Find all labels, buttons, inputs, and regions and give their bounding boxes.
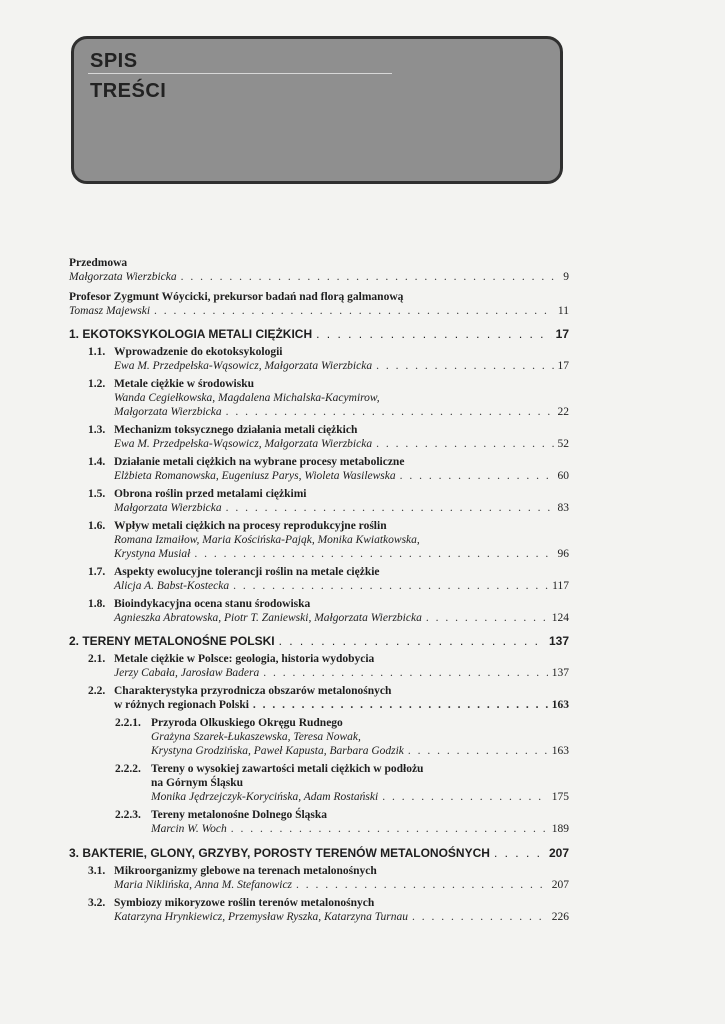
toc-entry xyxy=(69,455,569,483)
entry-details xyxy=(88,359,569,373)
entry-author-line xyxy=(114,579,569,593)
entry-title xyxy=(88,423,569,437)
entry-title xyxy=(88,896,569,910)
leader-dots xyxy=(154,304,554,318)
entry-details xyxy=(88,501,569,515)
entry-number: 2.2.3. xyxy=(115,809,141,821)
leader-dots xyxy=(233,579,548,593)
entry-title xyxy=(88,487,569,501)
entry-author-text: Alicja A. Babst-Kostecka xyxy=(114,580,230,592)
entry-title xyxy=(115,808,569,822)
entry-author: Romana Izmaiłow, Maria Kościńska-Pająk, Monika Kwiatkowska, xyxy=(114,534,420,546)
entry-title xyxy=(88,565,569,579)
page-number: 22 xyxy=(557,406,569,418)
entry-author-line xyxy=(151,744,569,758)
page-number: 124 xyxy=(551,612,569,624)
chapter-page: 207 xyxy=(548,846,569,860)
toc-entry xyxy=(69,377,569,419)
page-number: 117 xyxy=(552,580,569,592)
leader-dots xyxy=(231,822,548,836)
entry-author-line xyxy=(114,405,569,419)
entry-author-line xyxy=(114,469,569,483)
entry-title xyxy=(88,597,569,611)
leader-dots xyxy=(376,437,553,451)
page-number: 60 xyxy=(557,470,569,482)
leader-dots xyxy=(408,744,548,758)
entry-title-text: Obrona roślin przed metalami ciężkimi xyxy=(114,488,307,500)
banner-divider xyxy=(88,73,392,74)
front-author-text: Tomasz Majewski xyxy=(69,305,151,317)
entry-author-line xyxy=(114,666,569,680)
entry-title-text: Mechanizm toksycznego działania metali ciężkich xyxy=(114,424,358,436)
entry-title-text: Tereny o wysokiej zawartości metali ciężkich w podłożu xyxy=(151,763,424,775)
entry-author-text: Krystyna Grodzińska, Paweł Kapusta, Barbara Godzik xyxy=(151,745,404,757)
entry-title xyxy=(88,684,569,698)
entry-author-text: Katarzyna Hrynkiewicz, Przemysław Ryszka, Katarzyna Turnau xyxy=(114,911,408,923)
entry-author-text: Jerzy Cabała, Jarosław Badera xyxy=(114,667,260,679)
entry-author-line xyxy=(114,501,569,515)
leader-dots xyxy=(181,270,560,284)
toc-entry xyxy=(69,423,569,451)
entry-title xyxy=(88,519,569,533)
toc-entry xyxy=(69,652,569,680)
toc-entry xyxy=(69,808,569,836)
entry-title xyxy=(88,377,569,391)
page-number: 175 xyxy=(551,791,569,803)
front-author-line xyxy=(69,304,569,318)
front-title: Profesor Zygmunt Wóycicki, prekursor badań nad florą galmanową xyxy=(69,291,404,303)
page-number: 163 xyxy=(551,745,569,757)
table-of-contents xyxy=(69,256,569,924)
toc-entry xyxy=(69,565,569,593)
entry-author-line xyxy=(114,611,569,625)
entry-number: 1.5. xyxy=(88,488,106,500)
page-number: 83 xyxy=(557,502,569,514)
toc-banner xyxy=(71,36,563,184)
entry-title xyxy=(115,716,569,730)
leader-dots xyxy=(412,910,548,924)
entry-number: 2.2.2. xyxy=(115,763,141,775)
page-number: 9 xyxy=(563,271,569,283)
entry-details xyxy=(115,822,569,836)
entry-author-text: Agnieszka Abratowska, Piotr T. Zaniewski, Małgorzata Wierzbicka xyxy=(114,612,422,624)
banner-title-line1: SPIS xyxy=(90,50,138,72)
leader-dots xyxy=(382,790,548,804)
entry-title xyxy=(88,345,569,359)
entry-number: 3.1. xyxy=(88,865,106,877)
toc-entry xyxy=(69,896,569,924)
entry-author-text: Krystyna Musiał xyxy=(114,548,191,560)
chapter-heading xyxy=(69,633,569,649)
entry-title-text: Przyroda Olkuskiego Okręgu Rudnego xyxy=(151,717,343,729)
entry-author-line xyxy=(151,790,569,804)
leader-dots xyxy=(194,547,553,561)
chapter-title: 2. TERENY METALONOŚNE POLSKI xyxy=(69,634,275,648)
front-entry xyxy=(69,256,569,284)
toc-entry xyxy=(69,762,569,804)
entry-number: 1.6. xyxy=(88,520,106,532)
leader-dots xyxy=(279,633,545,649)
toc-entry xyxy=(69,487,569,515)
entry-title-text: Tereny metalonośne Dolnego Śląska xyxy=(151,809,328,821)
front-entry xyxy=(69,290,569,318)
entry-author-text: Ewa M. Przedpełska-Wąsowicz, Małgorzata Wierzbicka xyxy=(114,360,373,372)
entry-number: 1.2. xyxy=(88,378,106,390)
entry-author-text: Marcin W. Woch xyxy=(151,823,227,835)
page-number: 189 xyxy=(551,823,569,835)
page-number: 11 xyxy=(557,305,569,317)
entry-title-text: Aspekty ewolucyjne tolerancji roślin na metale ciężkie xyxy=(114,566,380,578)
entry-author-text: Elżbieta Romanowska, Eugeniusz Parys, Wioleta Wasilewska xyxy=(114,470,396,482)
entry-author: Wanda Cegiełkowska, Magdalena Michalska-Kacymirow, xyxy=(114,392,380,404)
entry-author-text: Monika Jędrzejczyk-Korycińska, Adam Rostański xyxy=(151,791,379,803)
entry-title-cont: na Górnym Śląsku xyxy=(151,777,244,789)
toc-entry xyxy=(69,864,569,892)
entry-title xyxy=(88,652,569,666)
page-number: 17 xyxy=(557,360,569,372)
entry-number: 1.8. xyxy=(88,598,106,610)
page-number: 96 xyxy=(557,548,569,560)
toc-entry xyxy=(69,519,569,561)
entry-author-line xyxy=(114,547,569,561)
entry-title-text: Symbiozy mikoryzowe roślin terenów metalonośnych xyxy=(114,897,375,909)
entry-title-text: Metale ciężkie w Polsce: geologia, historia wydobycia xyxy=(114,653,375,665)
entry-details xyxy=(88,666,569,680)
leader-dots xyxy=(376,359,553,373)
front-title: Przedmowa xyxy=(69,257,128,269)
page-number: 207 xyxy=(551,879,569,891)
entry-number: 2.2.1. xyxy=(115,717,141,729)
entry-author-line xyxy=(114,878,569,892)
entry-details xyxy=(88,579,569,593)
entry-author-text: Maria Niklińska, Anna M. Stefanowicz xyxy=(114,879,293,891)
toc-entry xyxy=(69,345,569,373)
chapter-heading xyxy=(69,845,569,861)
page-number: 52 xyxy=(557,438,569,450)
entry-details xyxy=(88,533,569,561)
entry-title-text: Bioindykacyjna ocena stanu środowiska xyxy=(114,598,311,610)
chapter-heading xyxy=(69,326,569,342)
entry-number: 1.3. xyxy=(88,424,106,436)
entry-number: 2.2. xyxy=(88,685,106,697)
page-number: 226 xyxy=(551,911,569,923)
entry-title xyxy=(88,455,569,469)
leader-dots xyxy=(426,611,548,625)
toc-entry xyxy=(69,597,569,625)
entry-author-text: Małgorzata Wierzbicka xyxy=(114,502,222,514)
entry-author-line xyxy=(114,910,569,924)
entry-details xyxy=(115,776,569,804)
toc-entry xyxy=(69,716,569,758)
entry-title xyxy=(88,864,569,878)
entry-author-line xyxy=(151,822,569,836)
leader-dots xyxy=(226,405,554,419)
page-number: 137 xyxy=(551,667,569,679)
entry-title-text: Działanie metali ciężkich na wybrane procesy metaboliczne xyxy=(114,456,405,468)
entry-details xyxy=(88,910,569,924)
entry-title-text: Wprowadzenie do ekotoksykologii xyxy=(114,346,283,358)
leader-dots xyxy=(316,326,552,342)
toc-entry xyxy=(69,684,569,712)
entry-details xyxy=(88,391,569,419)
entry-author-line xyxy=(114,437,569,451)
entry-number: 1.1. xyxy=(88,346,106,358)
chapter-title: 3. BAKTERIE, GLONY, GRZYBY, POROSTY TERENÓW METALONOŚNYCH xyxy=(69,846,490,860)
entry-title-text: Mikroorganizmy glebowe na terenach metalonośnych xyxy=(114,865,377,877)
entry-title-text: Wpływ metali ciężkich na procesy reprodukcyjne roślin xyxy=(114,520,387,532)
entry-title-text: Charakterystyka przyrodnicza obszarów metalonośnych xyxy=(114,685,392,697)
front-author-text: Małgorzata Wierzbicka xyxy=(69,271,177,283)
leader-dots xyxy=(400,469,554,483)
leader-dots xyxy=(296,878,548,892)
chapter-page: 137 xyxy=(548,634,569,648)
entry-details xyxy=(88,469,569,483)
entry-number: 2.1. xyxy=(88,653,106,665)
leader-dots xyxy=(263,666,548,680)
chapter-title: 1. EKOTOKSYKOLOGIA METALI CIĘŻKICH xyxy=(69,327,313,341)
leader-dots xyxy=(226,501,554,515)
entry-details xyxy=(88,698,569,712)
entry-title-cont-text: w różnych regionach Polski xyxy=(114,699,249,711)
entry-details xyxy=(88,437,569,451)
entry-details xyxy=(88,878,569,892)
entry-author-line xyxy=(114,359,569,373)
entry-number: 1.7. xyxy=(88,566,106,578)
entry-title xyxy=(115,762,569,776)
entry-author-text: Małgorzata Wierzbicka xyxy=(114,406,222,418)
front-author-line xyxy=(69,270,569,284)
entry-details xyxy=(115,730,569,758)
leader-dots xyxy=(494,845,545,861)
leader-dots xyxy=(253,698,548,712)
entry-title-text: Metale ciężkie w środowisku xyxy=(114,378,255,390)
entry-details xyxy=(88,611,569,625)
entry-title-cont-line xyxy=(114,698,569,712)
page-number: 163 xyxy=(551,699,569,711)
chapter-page: 17 xyxy=(555,327,569,341)
banner-title-line2: TREŚCI xyxy=(90,80,167,102)
entry-number: 3.2. xyxy=(88,897,106,909)
entry-number: 1.4. xyxy=(88,456,106,468)
entry-author-text: Ewa M. Przedpełska-Wąsowicz, Małgorzata Wierzbicka xyxy=(114,438,373,450)
entry-author: Grażyna Szarek-Łukaszewska, Teresa Nowak, xyxy=(151,731,361,743)
